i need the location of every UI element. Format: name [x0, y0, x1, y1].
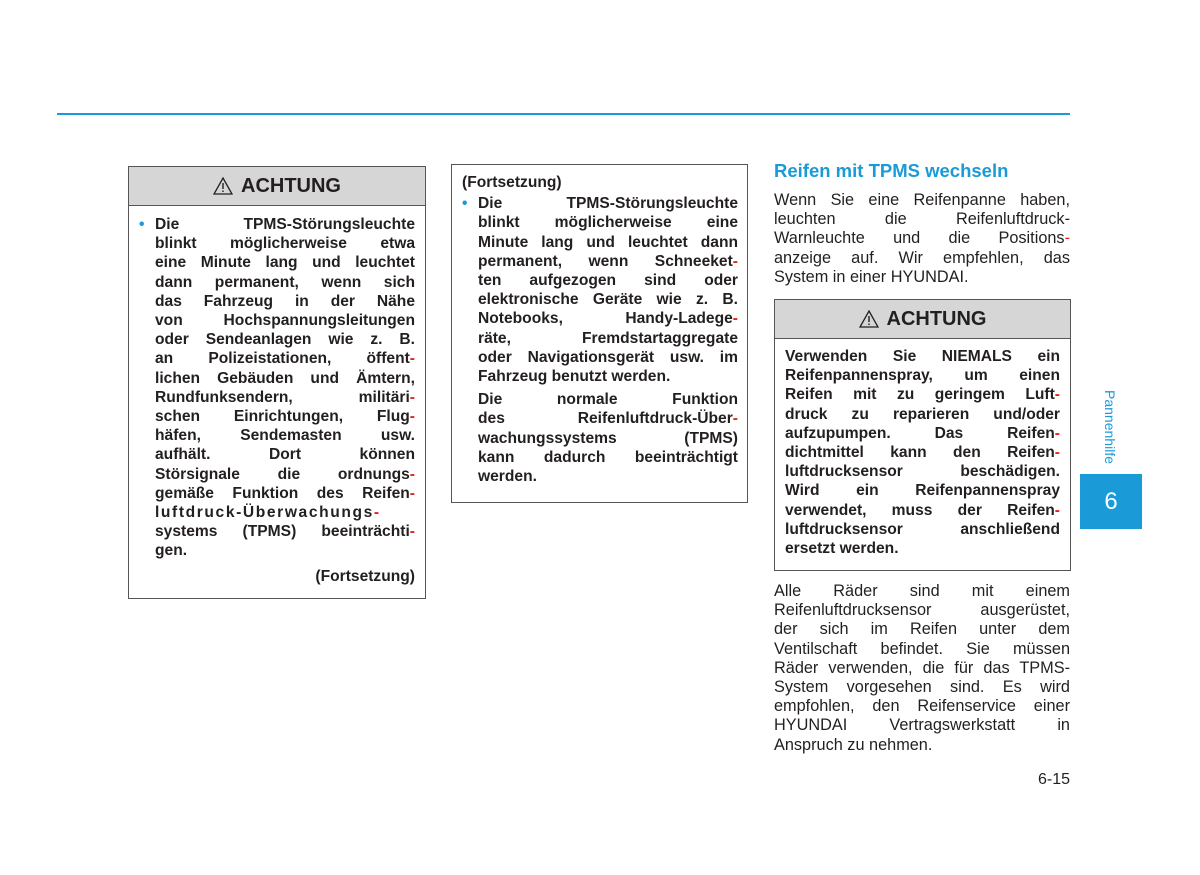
hyphen-mark: -: [409, 523, 415, 541]
text-line: gen.: [155, 542, 188, 560]
chapter-tab: 6: [1080, 474, 1142, 529]
text-line: Warnleuchte und die Positions-: [774, 229, 1070, 248]
warning-box-3: [774, 299, 1071, 571]
text-line: empfohlen, den Reifenservice einer: [774, 697, 1070, 716]
text-line: gemäße Funktion des Reifen-: [155, 484, 415, 502]
text-line: elektronische Geräte wie z. B.: [478, 291, 738, 309]
bullet-item: [462, 194, 738, 386]
text-line: System in einer HYUNDAI.: [774, 267, 969, 286]
text-line: aufzupumpen. Das Reifen-: [785, 424, 1060, 442]
text-line: Reifenluftdrucksensor ausgerüstet,: [774, 601, 1070, 620]
text-line: Ventilschaft befindet. Sie müssen: [774, 639, 1070, 658]
warning-box-body: [775, 339, 1070, 558]
text-line: Wenn Sie eine Reifenpanne haben,: [774, 191, 1070, 209]
warning-title: ACHTUNG: [241, 174, 341, 197]
text-line: dann permanent, wenn sich: [155, 273, 415, 291]
text-line: ersetzt werden.: [785, 540, 899, 558]
hyphen-mark: -: [732, 310, 738, 328]
text-line: permanent, wenn Schneeket-: [478, 252, 738, 270]
text-line: eine Minute lang und leuchtet: [155, 254, 415, 272]
body-paragraph-1: [774, 191, 1070, 287]
bullet-marker: •: [139, 216, 145, 233]
hyphen-mark: -: [409, 388, 415, 406]
text-line: Wird ein Reifenpannenspray: [785, 482, 1060, 500]
text-line: HYUNDAI Vertragswerkstatt in: [774, 716, 1070, 735]
text-line: druck zu reparieren und/oder: [785, 405, 1060, 423]
warning-box-header: [775, 300, 1070, 339]
text-line: Anspruch zu nehmen.: [774, 735, 933, 754]
text-line: Rundfunksendern, militäri-: [155, 388, 415, 406]
text-line: Die TPMS-Störungsleuchte: [155, 216, 415, 233]
text-line: Verwenden Sie NIEMALS ein: [785, 348, 1060, 365]
text-line: luftdrucksensor anschließend: [785, 520, 1060, 538]
warning-title: ACHTUNG: [886, 307, 987, 330]
page-number: 6-15: [1037, 771, 1070, 788]
bullet-item: [139, 215, 415, 561]
text-line: Die TPMS-Störungsleuchte: [478, 195, 738, 213]
text-line: Reifen mit zu geringem Luft-: [785, 386, 1060, 404]
warning-triangle-icon: [859, 310, 879, 328]
text-line: oder Sendeanlagen wie z. B.: [155, 331, 415, 349]
top-rule: [57, 113, 1070, 115]
text-line: luftdruck-Überwachungs-: [155, 504, 381, 522]
hyphen-mark: -: [409, 484, 415, 502]
text-line: anzeige auf. Wir empfehlen, das: [774, 248, 1070, 267]
text-line: häfen, Sendemasten usw.: [155, 427, 415, 445]
text-line: das Fahrzeug in der Nähe: [155, 292, 415, 310]
text-line: Räder verwenden, die für das TPMS-: [774, 658, 1070, 677]
text-line: der sich im Reifen unter dem: [774, 620, 1070, 639]
body-paragraph-2: [774, 582, 1070, 755]
warning-box-body: [129, 206, 425, 586]
warning-box-header: [129, 167, 425, 206]
warning-box-1: [128, 166, 426, 599]
hyphen-mark: -: [409, 408, 415, 426]
text-line: kann dadurch beeinträchtigt: [478, 448, 738, 466]
chapter-label: Pannenhilfe: [1102, 390, 1118, 464]
hyphen-mark: -: [373, 504, 381, 522]
bullet-marker: •: [462, 195, 468, 213]
warning-triangle-icon: [213, 177, 233, 195]
text-line: System vorgesehen sind. Es wird: [774, 678, 1070, 697]
text-line: an Polizeistationen, öffent-: [155, 350, 415, 368]
text-line: verwendet, muss der Reifen-: [785, 501, 1060, 519]
text-line: Reifenpannenspray, um einen: [785, 367, 1060, 385]
text-line: Störsignale die ordnungs-: [155, 465, 415, 483]
text-line: Notebooks, Handy-Ladege-: [478, 310, 738, 328]
hyphen-mark: -: [1054, 501, 1060, 519]
text-line: dichtmittel kann den Reifen-: [785, 444, 1060, 462]
paragraph: [462, 390, 738, 486]
hyphen-mark: -: [409, 350, 415, 368]
text-line: des Reifenluftdruck-Über-: [478, 410, 738, 428]
text-line: Minute lang und leuchtet dann: [478, 233, 738, 251]
continued-note: (Fortsetzung): [462, 174, 562, 191]
section-title: Reifen mit TPMS wechseln: [774, 160, 1009, 181]
text-line: räte, Fremdstartaggregate: [478, 329, 738, 347]
hyphen-mark: -: [409, 465, 415, 483]
text-line: blinkt möglicherweise eine: [478, 214, 738, 232]
hyphen-mark: -: [1064, 229, 1070, 248]
hyphen-mark: -: [732, 252, 738, 270]
text-line: Die normale Funktion: [478, 391, 738, 409]
text-line: wachungssystems (TPMS): [478, 429, 738, 447]
text-line: blinkt möglicherweise etwa: [155, 235, 415, 253]
text-line: Alle Räder sind mit einem: [774, 582, 1070, 600]
hyphen-mark: -: [732, 410, 738, 428]
text-line: systems (TPMS) beeinträchti-: [155, 523, 415, 541]
text-line: leuchten die Reifenluftdruck-: [774, 210, 1070, 229]
text-line: luftdrucksensor beschädigen.: [785, 463, 1060, 481]
text-line: Fahrzeug benutzt werden.: [478, 368, 671, 386]
hyphen-mark: -: [1054, 386, 1060, 404]
warning-box-2: [451, 164, 748, 503]
text-line: aufhält. Dort können: [155, 446, 415, 464]
continued-note: (Fortsetzung): [315, 567, 415, 585]
warning-box-body: [452, 165, 747, 486]
hyphen-mark: -: [1054, 444, 1060, 462]
hyphen-mark: -: [1054, 424, 1060, 442]
text-line: lichen Gebäuden und Ämtern,: [155, 369, 415, 387]
text-line: schen Einrichtungen, Flug-: [155, 408, 415, 426]
text-line: oder Navigationsgerät usw. im: [478, 348, 738, 366]
text-line: ten aufgezogen sind oder: [478, 272, 738, 290]
text-line: werden.: [478, 468, 537, 486]
text-line: von Hochspannungsleitungen: [155, 312, 415, 330]
